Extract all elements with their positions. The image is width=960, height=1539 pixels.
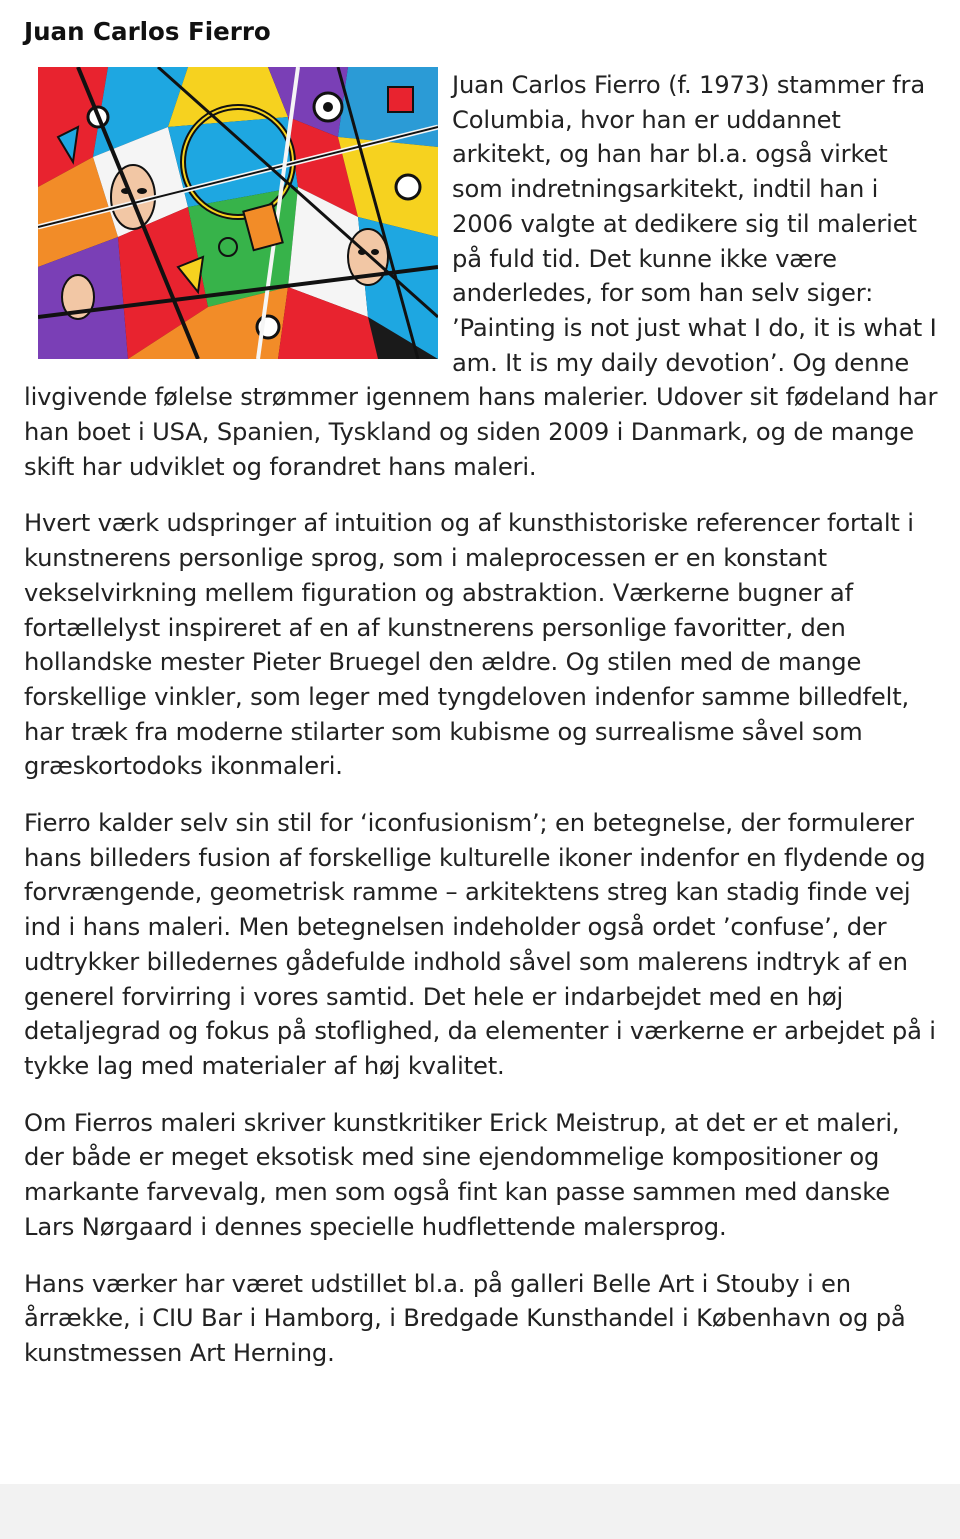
article-content xyxy=(24,14,942,1393)
paragraph: Hans værker har været udstillet bl.a. på galleri Belle Art i Stouby i en årrække, i CIU Bar i Hamborg, i Bredgade Kunsthandel i København og på kunstmessen Art Herning. xyxy=(24,1269,906,1367)
paragraph: Juan Carlos Fierro (f. 1973) stammer fra Columbia, hvor han er uddannet arkitekt, og han har bl.a. også virket som indretningsarkitekt, indtil han i 2006 valgte at dedikere sig til maleriet på fuld tid. Det kunne ikke være anderledes, for som han selv siger: ’Painting is not just what I do, it is what I am. It is my daily devotion’. Og denne livgivende følelse strømmer igennem hans malerier. Udover sit fødeland har han boet i USA, Spanien, Tyskland og siden 2009 i Danmark, og de mange skift har udviklet og forandret hans maleri. xyxy=(24,71,938,481)
abstract-painting-image xyxy=(38,67,438,359)
paragraph: Hvert værk udspringer af intuition og af kunsthistoriske referencer fortalt i kunstnerens personlige sprog, som i maleprocessen er en konstant vekselvirkning mellem figuration og abstraktion. Værkerne bugner af fortællelyst inspireret af en af kunstnerens personlige favoritter, den hollandske mester Pieter Bruegel den ældre. Og stilen med de mange forskellige vinkler, som leger med tyngdeloven indenfor samme billedfelt, har træk fra moderne stilarter som kubisme og surrealisme såvel som græskortodoks ikonmaleri. xyxy=(24,509,914,781)
paragraph: Om Fierros maleri skriver kunstkritiker Erick Meistrup, at det er et maleri, der både er meget eksotisk med sine ejendommelige kompositioner og markante farvevalg, men som også fint kan passe sammen med danske Lars Nørgaard i dennes specielle hudflettende malersprog. xyxy=(24,1108,900,1241)
paragraph: Fierro kalder selv sin stil for ‘iconfusionism’; en betegnelse, der formulerer hans billeders fusion af forskellige kulturelle ikoner indenfor en flydende og forvrængende, geometrisk ramme – arkitektens streg kan stadig finde vej ind i hans maleri. Men betegnelsen indeholder også ordet ’confuse’, der udtrykker billedernes gådefulde indhold såvel som malerens indtryk af en generel forvirring i vores samtid. Det hele er indarbejdet med en høj detaljegrad og fokus på stoflighed, da elementer i værkerne er arbejdet på i tykke lag med materialer af høj kvalitet. xyxy=(24,809,936,1080)
article-title: Juan Carlos Fierro xyxy=(24,17,271,46)
